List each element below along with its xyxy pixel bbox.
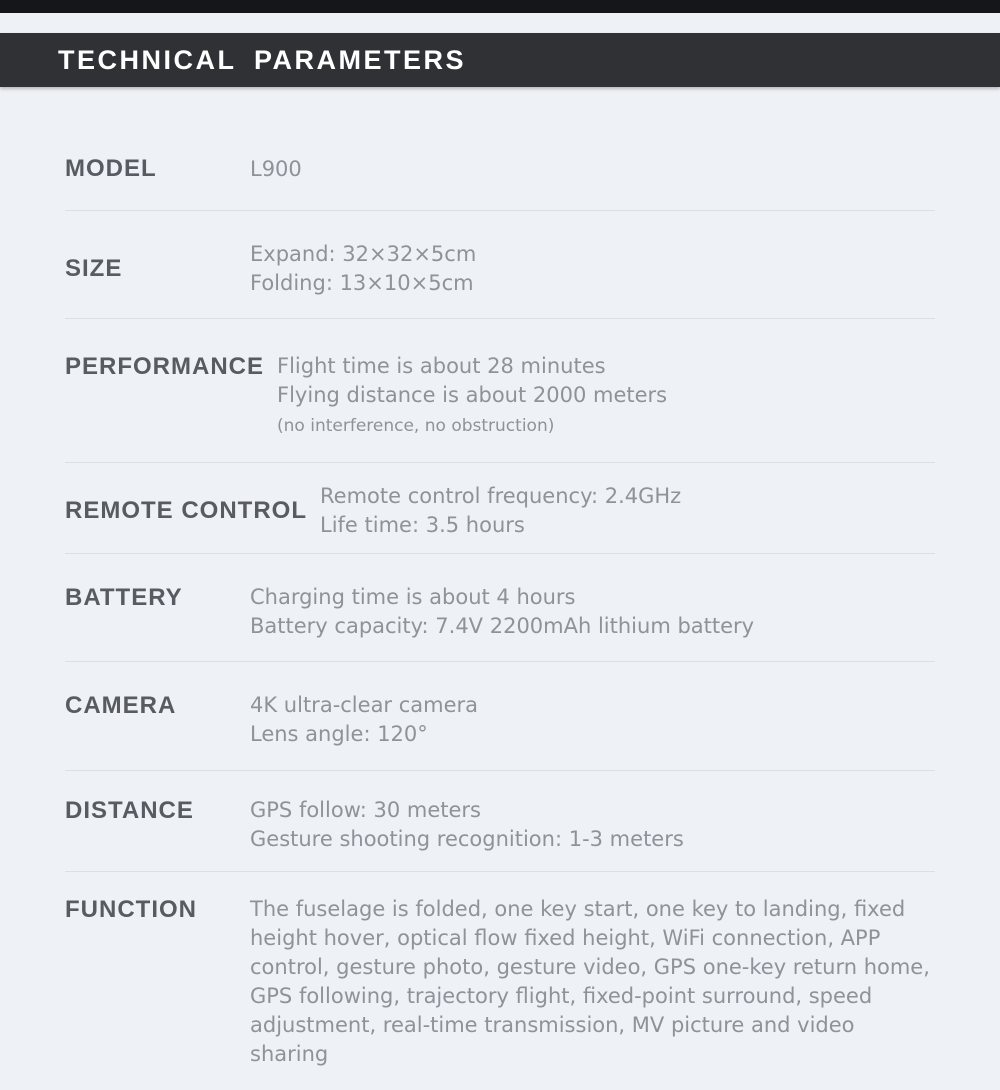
value-line-main: Flying distance is about 2000 meters [277, 383, 668, 407]
value-line: Expand: 32×32×5cm [250, 242, 477, 266]
parameters-table [65, 88, 935, 1090]
value-line: Flight time is about 28 minutes [277, 354, 606, 378]
section-header-bar [0, 33, 1000, 87]
row-value-camera [250, 691, 935, 749]
value-line: Remote control frequency: 2.4GHz [320, 484, 682, 508]
row-label-performance: PERFORMANCE [65, 353, 265, 380]
value-line: GPS follow: 30 meters [250, 798, 481, 822]
row-label-model: MODEL [65, 155, 157, 182]
row-value-performance [277, 352, 935, 441]
value-line-note: (no interference, no obstruction) [277, 416, 555, 436]
table-row-function [65, 872, 935, 1090]
row-value-function [250, 895, 935, 1069]
value-line [277, 381, 935, 441]
value-line: Charging time is about 4 hours [250, 585, 576, 609]
row-label-size: SIZE [65, 255, 123, 282]
value-line: Folding: 13×10×5cm [250, 271, 474, 295]
value-line: Lens angle: 120° [250, 722, 428, 746]
top-edge-strip [0, 0, 1000, 13]
value-line: Life time: 3.5 hours [320, 513, 525, 537]
page-title: TECHNICAL PARAMETERS [58, 44, 467, 75]
row-label-distance: DISTANCE [65, 797, 194, 824]
row-label-function: FUNCTION [65, 896, 197, 923]
value-line: 4K ultra-clear camera [250, 693, 479, 717]
table-row-model [65, 88, 935, 211]
row-label-remote-control: REMOTE CONTROL [65, 497, 307, 524]
table-row-distance [65, 771, 935, 872]
row-value-battery [250, 583, 935, 641]
row-value-model [250, 155, 935, 184]
row-value-distance [250, 796, 935, 854]
row-label-camera: CAMERA [65, 692, 177, 719]
table-row-battery [65, 554, 935, 662]
table-row-performance [65, 319, 935, 463]
row-value-remote-control [320, 482, 935, 540]
row-value-size [250, 240, 935, 298]
table-row-camera [65, 662, 935, 771]
value-line: Gesture shooting recognition: 1-3 meters [250, 827, 684, 851]
table-row-size [65, 211, 935, 319]
row-label-battery: BATTERY [65, 584, 183, 611]
value-line: Battery capacity: 7.4V 2200mAh lithium battery [250, 614, 755, 638]
value-paragraph: The fuselage is folded, one key start, one key to landing, fixed height hover, optical flow fixed height, WiFi connection, APP control, gesture photo, gesture video, GPS one-key return home, GPS following, trajectory flight, fixed-point surround, speed adjustment, real-time transmission, MV picture and video sharing [250, 897, 930, 1066]
table-row-remote-control [65, 463, 935, 554]
value-line: L900 [250, 157, 302, 181]
